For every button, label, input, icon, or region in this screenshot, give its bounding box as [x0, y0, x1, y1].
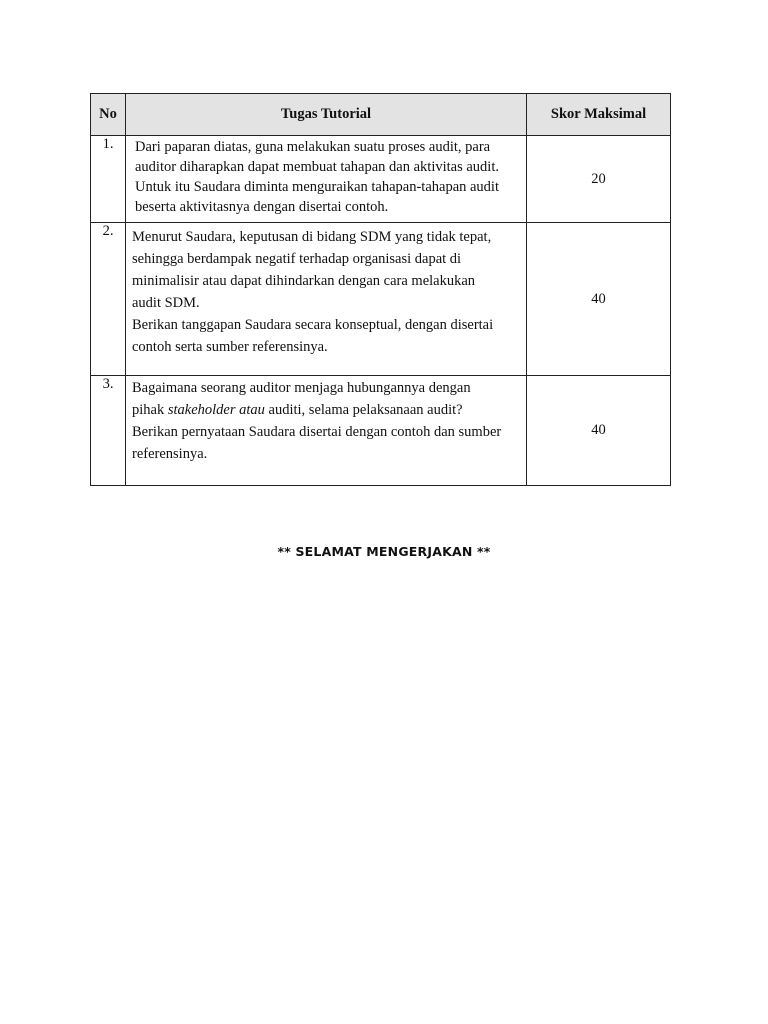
task-line: contoh serta sumber referensinya.: [132, 339, 328, 355]
row-number: 2.: [91, 223, 126, 376]
task-line: sehingga berdampak negatif terhadap organisasi dapat di: [132, 251, 462, 267]
task-line: Bagaimana seorang auditor menjaga hubungannya dengan: [132, 380, 471, 396]
max-score: 40: [527, 376, 671, 486]
header-no: No: [91, 94, 126, 136]
table-header-row: [91, 94, 671, 136]
task-line: Untuk itu Saudara diminta menguraikan tahapan-tahapan audit: [135, 179, 499, 195]
task-line: beserta aktivitasnya dengan disertai contoh.: [135, 199, 389, 215]
row-number: 3.: [91, 376, 126, 486]
table-row: [91, 223, 671, 376]
task-line: [132, 399, 520, 421]
task-line-prefix: pihak: [132, 402, 168, 418]
row-number: 1.: [91, 136, 126, 223]
task-line: Menurut Saudara, keputusan di bidang SDM yang tidak tepat,: [132, 229, 492, 245]
table-row: [91, 376, 671, 486]
task-text: [126, 376, 526, 465]
closing-message: ** SELAMAT MENGERJAKAN **: [277, 544, 491, 559]
task-line-italic: stakeholder atau: [167, 402, 265, 418]
max-score: 20: [527, 136, 671, 223]
task-line: minimalisir atau dapat dihindarkan dengan cara melakukan: [132, 273, 476, 289]
task-line: Berikan pernyataan Saudara disertai dengan contoh dan sumber: [132, 424, 502, 440]
task-line: Dari paparan diatas, guna melakukan suatu proses audit, para: [135, 139, 491, 155]
task-cell: [126, 223, 527, 376]
task-line: auditor diharapkan dapat membuat tahapan dan aktivitas audit.: [135, 159, 499, 175]
task-line: Berikan tanggapan Saudara secara konseptual, dengan disertai: [132, 317, 494, 333]
task-text: [126, 223, 526, 358]
task-line: referensinya.: [132, 446, 208, 462]
tutorial-table: [90, 93, 671, 486]
max-score: 40: [527, 223, 671, 376]
task-line-suffix: auditi, selama pelaksanaan audit?: [264, 402, 463, 418]
task-cell: [126, 376, 527, 486]
table-row: [91, 136, 671, 223]
header-task: Tugas Tutorial: [126, 94, 527, 136]
header-score: Skor Maksimal: [527, 94, 671, 136]
task-line: audit SDM.: [132, 295, 200, 311]
task-text: [126, 136, 526, 217]
task-cell: [126, 136, 527, 223]
